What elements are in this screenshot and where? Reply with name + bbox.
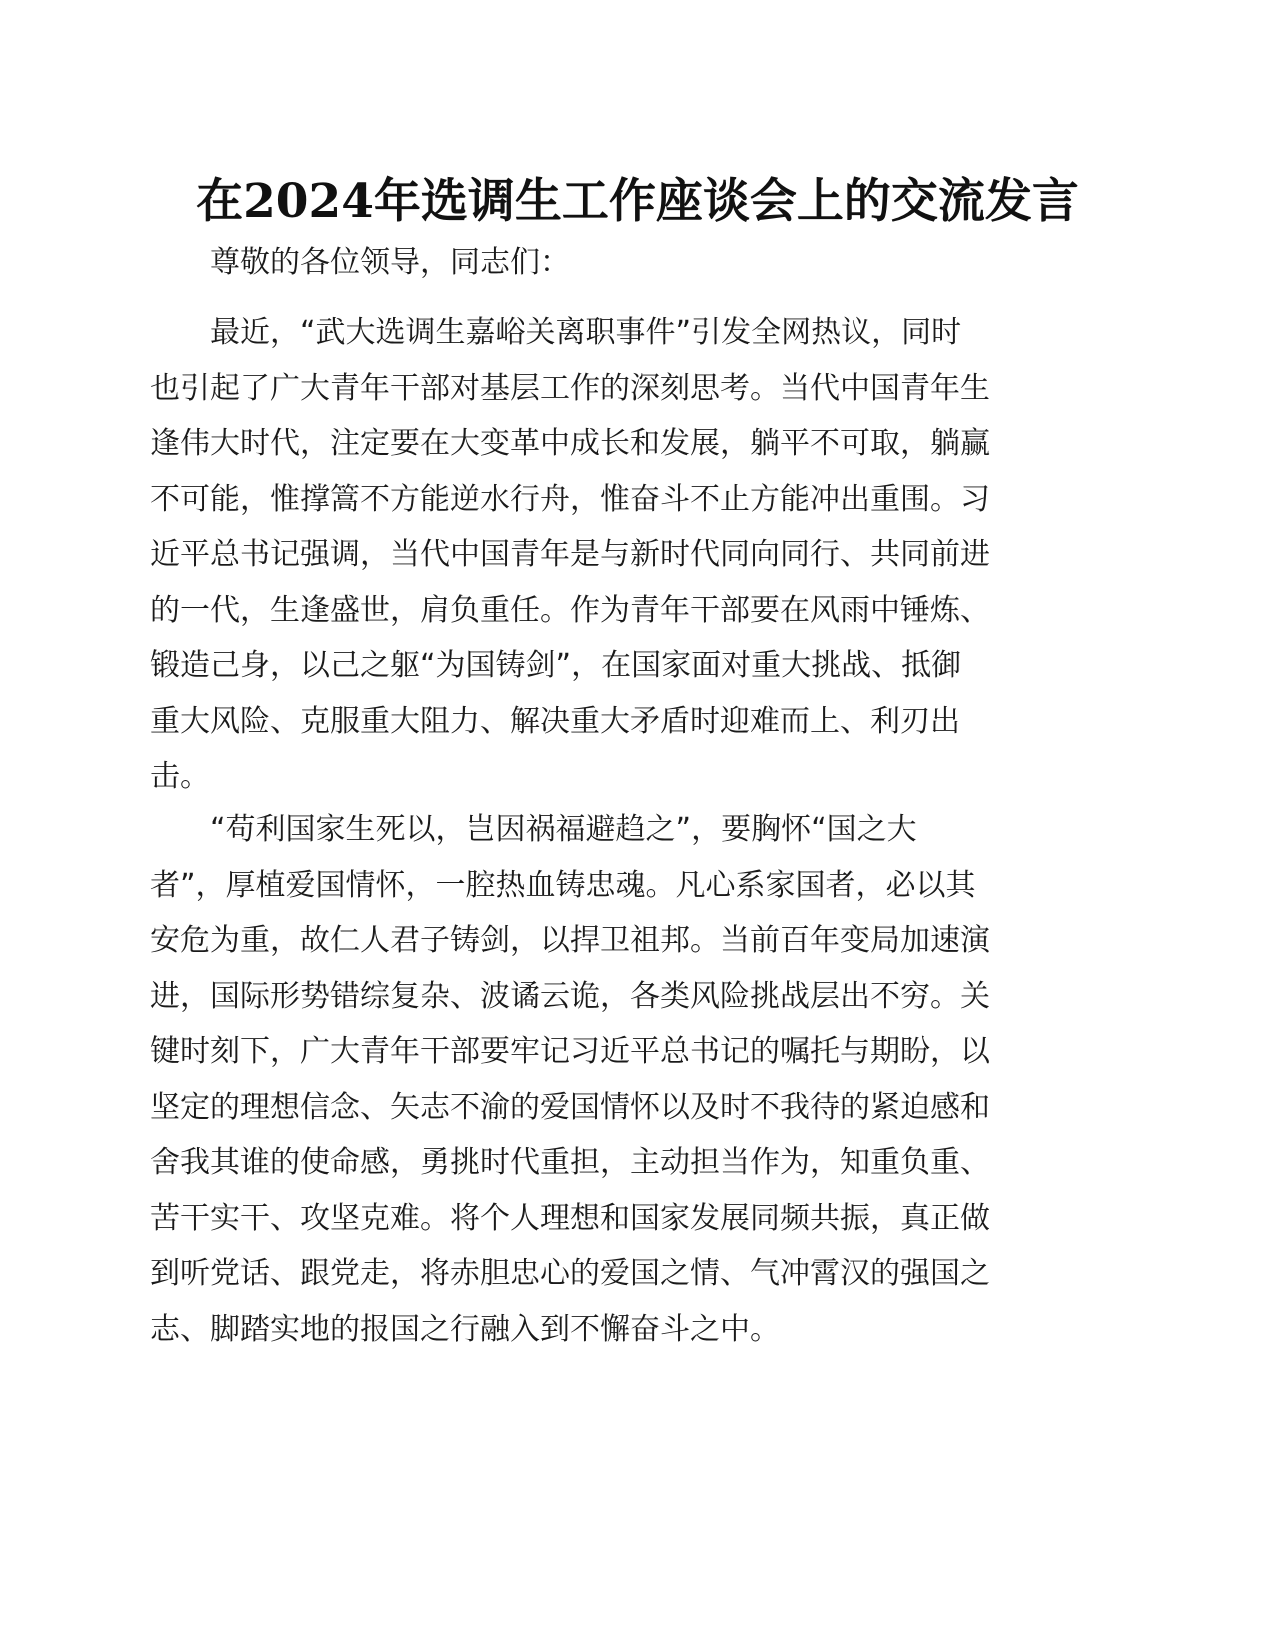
paragraph-line: 者”，厚植爱国情怀，一腔热血铸忠魂。凡心系家国者，必以其 (150, 867, 976, 903)
paragraph-line: 不可能，惟撑篙不方能逆水行舟，惟奋斗不止方能冲出重围。习 (150, 481, 990, 517)
paragraph-line: 击。 (150, 759, 210, 794)
paragraph-line: 近平总书记强调，当代中国青年是与新时代同向同行、共同前进 (150, 537, 990, 572)
paragraph-line: 志、脚踏实地的报国之行融入到不懈奋斗之中。 (150, 1311, 780, 1347)
paragraph-line: “苟利国家生死以，岂因祸福避趋之”，要胸怀“国之大 (210, 812, 917, 847)
paragraph-line: 锻造己身，以己之躯“为国铸剑”，在国家面对重大挑战、抵御 (150, 648, 962, 683)
greeting (150, 235, 1040, 291)
paragraph-2 (150, 802, 1040, 1357)
paragraph-line: 苦干实干、攻坚克难。将个人理想和国家发展同频共振，真正做 (150, 1200, 990, 1236)
document-title: 在2024年选调生工作座谈会上的交流发言 (196, 174, 1079, 229)
paragraph-line: 逢伟大时代，注定要在大变革中成长和发展，躺平不可取，躺赢 (150, 426, 990, 461)
paragraph-line: 安危为重，故仁人君子铸剑，以捍卫祖邦。当前百年变局加速演 (150, 923, 990, 958)
paragraph-line: 的一代，生逢盛世，肩负重任。作为青年干部要在风雨中锤炼、 (150, 592, 990, 628)
paragraph-line: 键时刻下，广大青年干部要牢记习近平总书记的嘱托与期盼，以 (150, 1034, 990, 1069)
paragraph-line: 也引起了广大青年干部对基层工作的深刻思考。当代中国青年生 (150, 370, 990, 406)
paragraph-line: 进，国际形势错综复杂、波谲云诡，各类风险挑战层出不穷。关 (150, 978, 990, 1014)
paragraph-line: 最近，“武大选调生嘉峪关离职事件”引发全网热议，同时 (210, 315, 962, 350)
paragraph-1 (150, 305, 1040, 805)
paragraph-line: 坚定的理想信念、矢志不渝的爱国情怀以及时不我待的紧迫感和 (150, 1089, 990, 1125)
paragraph-line: 重大风险、克服重大阻力、解决重大矛盾时迎难而上、利刃出 (150, 703, 960, 739)
greeting-line: 尊敬的各位领导，同志们： (210, 245, 570, 280)
paragraph-line: 舍我其谁的使命感，勇挑时代重担，主动担当作为，知重负重、 (150, 1145, 990, 1180)
paragraph-line: 到听党话、跟党走，将赤胆忠心的爱国之情、气冲霄汉的强国之 (150, 1256, 990, 1291)
